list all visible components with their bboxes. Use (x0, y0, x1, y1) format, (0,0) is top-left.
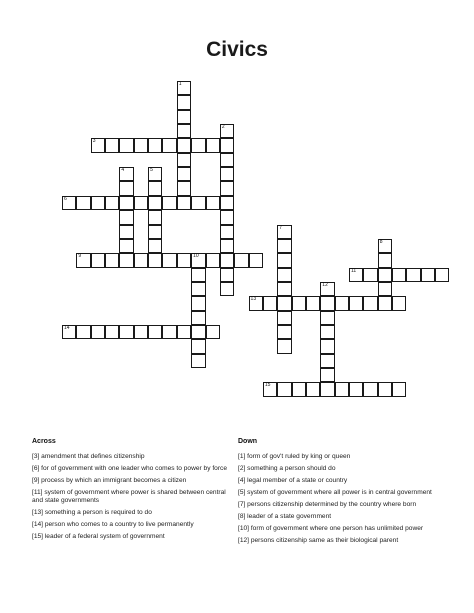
grid-cell[interactable] (421, 268, 435, 282)
grid-cell[interactable] (220, 138, 234, 152)
grid-cell[interactable] (349, 268, 363, 282)
grid-cell[interactable] (162, 196, 176, 210)
grid-cell[interactable] (134, 253, 148, 267)
across-clue-15: [15] leader of a federal system of government (32, 533, 165, 541)
grid-cell[interactable] (220, 225, 234, 239)
grid-cell[interactable] (134, 196, 148, 210)
grid-cell[interactable] (191, 282, 205, 296)
grid-cell[interactable] (148, 196, 162, 210)
grid-cell[interactable] (320, 311, 334, 325)
grid-cell[interactable] (62, 196, 76, 210)
grid-cell[interactable] (162, 253, 176, 267)
grid-cell[interactable] (320, 339, 334, 353)
clue-number: 7 (279, 224, 283, 231)
grid-cell[interactable] (435, 268, 449, 282)
grid-cell[interactable] (191, 196, 205, 210)
grid-cell[interactable] (91, 138, 105, 152)
grid-cell[interactable] (148, 138, 162, 152)
down-clues (238, 438, 443, 549)
grid-cell[interactable] (349, 296, 363, 310)
down-clue-7: [7] persons citizenship determined by the country where born (238, 501, 417, 508)
grid-cell[interactable] (105, 138, 119, 152)
grid-cell[interactable] (177, 110, 191, 124)
grid-cell[interactable] (119, 181, 133, 195)
across-heading: Across (32, 438, 56, 445)
grid-cell[interactable] (335, 382, 349, 396)
grid-cell[interactable] (277, 268, 291, 282)
down-clue-4: [4] legal member of a state or country (238, 477, 348, 484)
grid-cell[interactable] (148, 253, 162, 267)
grid-cell[interactable] (177, 138, 191, 152)
grid-cell[interactable] (392, 268, 406, 282)
grid-cell[interactable] (349, 382, 363, 396)
clue-number: 4 (121, 167, 125, 174)
grid-cell[interactable] (119, 196, 133, 210)
clue-number: 11 (351, 267, 357, 274)
grid-cell[interactable] (206, 138, 220, 152)
grid-cell[interactable] (277, 253, 291, 267)
grid-cell[interactable] (119, 325, 133, 339)
grid-cell[interactable] (76, 253, 90, 267)
grid-cell[interactable] (320, 296, 334, 310)
grid-cell[interactable] (277, 282, 291, 296)
grid-cell[interactable] (177, 253, 191, 267)
grid-cell[interactable] (119, 225, 133, 239)
grid-cell[interactable] (320, 325, 334, 339)
grid-cell[interactable] (220, 282, 234, 296)
grid-cell[interactable] (191, 138, 205, 152)
grid-cell[interactable] (306, 296, 320, 310)
clue-number: 13 (250, 296, 257, 303)
across-clue-9: [9] process by which an immigrant becomes a citizen (32, 477, 187, 484)
grid-cell[interactable] (119, 210, 133, 224)
grid-cell[interactable] (105, 196, 119, 210)
across-clue-11: [11] system of government where power is shared between central and state governments (32, 489, 226, 505)
across-clues (32, 438, 232, 545)
grid-cell[interactable] (277, 325, 291, 339)
grid-cell[interactable] (220, 124, 234, 138)
grid-cell[interactable] (392, 296, 406, 310)
clue-number: 9 (78, 253, 82, 260)
clue-number: 12 (322, 281, 328, 288)
grid-cell[interactable] (148, 167, 162, 181)
grid-cell[interactable] (177, 325, 191, 339)
grid-cell[interactable] (177, 153, 191, 167)
grid-cell[interactable] (378, 296, 392, 310)
across-clue-14: [14] person who comes to a country to live permanently (32, 521, 194, 529)
grid-cell[interactable] (249, 253, 263, 267)
grid-cell[interactable] (191, 354, 205, 368)
grid-cell[interactable] (220, 196, 234, 210)
grid-cell[interactable] (134, 325, 148, 339)
down-clue-2: [2] something a person should do (238, 465, 336, 472)
grid-cell[interactable] (263, 296, 277, 310)
grid-cell[interactable] (148, 225, 162, 239)
grid-cell[interactable] (363, 382, 377, 396)
grid-cell[interactable] (177, 167, 191, 181)
grid-cell[interactable] (306, 382, 320, 396)
grid-cell[interactable] (277, 339, 291, 353)
grid-cell[interactable] (378, 382, 392, 396)
grid-cell[interactable] (76, 325, 90, 339)
grid-cell[interactable] (191, 268, 205, 282)
grid-cell[interactable] (220, 153, 234, 167)
grid-cell[interactable] (220, 181, 234, 195)
grid-cell[interactable] (177, 196, 191, 210)
grid-cell[interactable] (148, 181, 162, 195)
grid-cell[interactable] (220, 210, 234, 224)
grid-cell[interactable] (177, 95, 191, 109)
grid-cell[interactable] (162, 325, 176, 339)
clue-number: 2 (221, 124, 225, 131)
grid-cell[interactable] (277, 296, 291, 310)
grid-cell[interactable] (320, 354, 334, 368)
grid-cell[interactable] (119, 167, 133, 181)
down-clue-10: [10] form of government where one person has unlimited power (238, 525, 424, 532)
clue-number: 3 (92, 138, 96, 145)
grid-cell[interactable] (119, 253, 133, 267)
grid-cell[interactable] (292, 296, 306, 310)
grid-cell[interactable] (191, 311, 205, 325)
clue-number: 5 (150, 167, 153, 174)
grid-cell[interactable] (134, 138, 148, 152)
grid-cell[interactable] (62, 325, 76, 339)
grid-cell[interactable] (191, 253, 205, 267)
grid-cell[interactable] (363, 268, 377, 282)
grid-cell[interactable] (91, 253, 105, 267)
grid-cell[interactable] (292, 382, 306, 396)
grid-cell[interactable] (320, 282, 334, 296)
grid-cell[interactable] (406, 268, 420, 282)
grid-cell[interactable] (320, 382, 334, 396)
grid-cell[interactable] (263, 382, 277, 396)
grid-cell[interactable] (191, 339, 205, 353)
grid-cell[interactable] (277, 239, 291, 253)
grid-cell[interactable] (148, 210, 162, 224)
grid-cell[interactable] (220, 268, 234, 282)
grid-cell[interactable] (335, 296, 349, 310)
grid-cell[interactable] (277, 382, 291, 396)
grid-cell[interactable] (363, 296, 377, 310)
clue-number: 6 (64, 195, 67, 202)
grid-cell[interactable] (177, 81, 191, 95)
grid-cell[interactable] (206, 253, 220, 267)
grid-cell[interactable] (249, 296, 263, 310)
grid-cell[interactable] (378, 268, 392, 282)
grid-cell[interactable] (91, 196, 105, 210)
down-clue-5: [5] system of government where all power is in central government (238, 489, 432, 496)
clue-number: 15 (264, 382, 271, 389)
grid-cell[interactable] (119, 239, 133, 253)
grid-cell[interactable] (148, 325, 162, 339)
grid-cell[interactable] (378, 239, 392, 253)
grid-cell[interactable] (76, 196, 90, 210)
grid-cell[interactable] (177, 181, 191, 195)
across-clue-6: [6] for of government with one leader who comes to power by force (32, 465, 227, 472)
grid-cell[interactable] (105, 253, 119, 267)
grid-cell[interactable] (91, 325, 105, 339)
grid-cell[interactable] (220, 253, 234, 267)
puzzle-title: Civics (206, 38, 268, 61)
grid-cell[interactable] (277, 311, 291, 325)
grid-cell[interactable] (277, 225, 291, 239)
grid-cell[interactable] (162, 138, 176, 152)
grid-cell[interactable] (220, 167, 234, 181)
grid-cell[interactable] (320, 368, 334, 382)
grid-cell[interactable] (191, 296, 205, 310)
grid-cell[interactable] (105, 325, 119, 339)
across-clue-3: [3] amendment that defines citizenship (32, 453, 145, 460)
grid-cell[interactable] (148, 239, 162, 253)
clue-number: 14 (64, 324, 70, 331)
clue-number: 8 (379, 238, 383, 245)
grid-cell[interactable] (220, 239, 234, 253)
grid-cell[interactable] (378, 282, 392, 296)
down-clue-12: [12] persons citizenship same as their biological parent (238, 537, 399, 544)
down-heading: Down (238, 438, 258, 445)
grid-cell[interactable] (206, 196, 220, 210)
clue-number: 1 (178, 81, 182, 87)
down-clue-1: [1] form of gov't ruled by king or queen (238, 453, 351, 460)
grid-cell[interactable] (119, 138, 133, 152)
grid-cell[interactable] (177, 124, 191, 138)
grid-cell[interactable] (234, 253, 248, 267)
down-clue-8: [8] leader of a state government (238, 513, 332, 520)
grid-cell[interactable] (206, 325, 220, 339)
grid-cell[interactable] (392, 382, 406, 396)
grid-cell[interactable] (378, 253, 392, 267)
grid-cell[interactable] (191, 325, 205, 339)
clue-number: 10 (193, 253, 199, 260)
across-clue-13: [13] something a person is required to do (32, 509, 152, 517)
